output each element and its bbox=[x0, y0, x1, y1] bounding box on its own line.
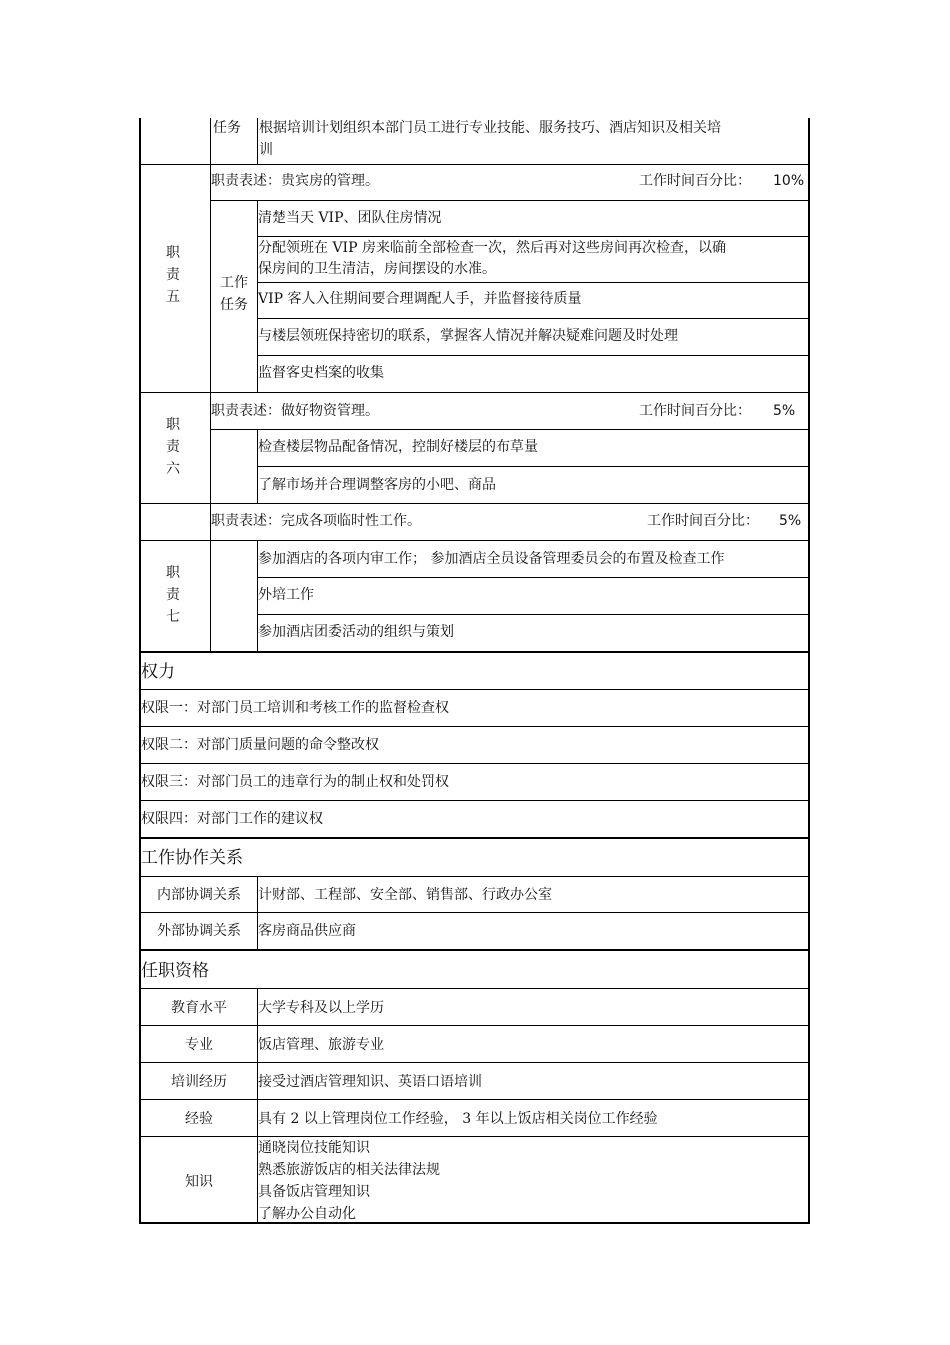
coop-value: 计财部、工程部、安全部、销售部、行政办公室 bbox=[258, 887, 552, 903]
task-item: 保房间的卫生清洁，房间摆设的水准。 bbox=[258, 261, 496, 277]
cooperation-title: 工作协作关系 bbox=[141, 848, 243, 868]
task-item: 参加酒店的各项内审工作； 参加酒店全员设备管理委员会的布置及检查工作 bbox=[258, 551, 725, 567]
table-border-right bbox=[808, 118, 810, 1224]
task-item: 与楼层领班保持密切的联系，掌握客人情况并解决疑难问题及时处理 bbox=[258, 328, 678, 344]
task-item: 监督客史档案的收集 bbox=[258, 365, 384, 381]
row-line bbox=[139, 876, 810, 877]
duty-7-time-value: 5% bbox=[779, 513, 802, 529]
coop-label: 内部协调关系 bbox=[157, 887, 241, 903]
qual-label: 经验 bbox=[185, 1111, 213, 1127]
coop-value: 客房商品供应商 bbox=[258, 923, 356, 939]
row-line bbox=[139, 763, 810, 764]
task-item: 检查楼层物品配备情况，控制好楼层的布草量 bbox=[258, 439, 538, 455]
authority-item: 权限一：对部门员工培训和考核工作的监督检查权 bbox=[141, 700, 449, 716]
duty-5-time-label: 工作时间百分比： bbox=[639, 173, 751, 189]
row-line bbox=[139, 164, 810, 165]
duty-6-time-label: 工作时间百分比： bbox=[639, 403, 751, 419]
qual-value: 饭店管理、旅游专业 bbox=[258, 1037, 384, 1053]
row-line bbox=[139, 503, 810, 504]
row-line bbox=[139, 1025, 810, 1026]
authority-item: 权限三：对部门员工的违章行为的制止权和处罚权 bbox=[141, 774, 449, 790]
task-label: 任务 bbox=[220, 297, 248, 313]
duty-6-statement: 职责表述：做好物资管理。 bbox=[211, 403, 379, 419]
task-label: 任务 bbox=[213, 120, 241, 136]
row-line bbox=[139, 912, 810, 913]
qual-label: 培训经历 bbox=[171, 1074, 227, 1090]
knowledge-item: 具备饭店管理知识 bbox=[258, 1184, 370, 1200]
qual-label: 教育水平 bbox=[171, 1000, 227, 1016]
row-line bbox=[139, 800, 810, 801]
row-line bbox=[139, 689, 810, 690]
qual-label: 专业 bbox=[185, 1037, 213, 1053]
duty-6-label: 职 责 六 bbox=[166, 417, 180, 477]
duty-7-label: 职 责 七 bbox=[166, 565, 180, 625]
row-line bbox=[257, 466, 810, 467]
task-text: 根据培训计划组织本部门员工进行专业技能、服务技巧、酒店知识及相关培 bbox=[259, 120, 721, 136]
qual-value: 接受过酒店管理知识、英语口语培训 bbox=[258, 1074, 482, 1090]
duty-5-label: 职 责 五 bbox=[166, 245, 180, 305]
knowledge-item: 了解办公自动化 bbox=[258, 1206, 356, 1222]
task-label: 工作 bbox=[220, 275, 248, 291]
row-line bbox=[210, 429, 810, 430]
duty-5-time-value: 10% bbox=[773, 173, 805, 189]
duty-5-statement: 职责表述：贵宾房的管理。 bbox=[211, 173, 379, 189]
duty-7-time-label: 工作时间百分比： bbox=[647, 513, 759, 529]
row-line bbox=[139, 726, 810, 727]
duty-7-statement: 职责表述：完成各项临时性工作。 bbox=[211, 513, 421, 529]
authority-item: 权限二：对部门质量问题的命令整改权 bbox=[141, 737, 379, 753]
row-line bbox=[257, 282, 810, 283]
authority-item: 权限四：对部门工作的建议权 bbox=[141, 811, 323, 827]
row-line bbox=[139, 1062, 810, 1063]
section-line bbox=[139, 837, 810, 839]
row-line bbox=[257, 577, 810, 578]
section-line bbox=[139, 949, 810, 951]
col-divider-1 bbox=[210, 118, 211, 652]
task-item: 参加酒店团委活动的组织与策划 bbox=[258, 624, 454, 640]
task-item: 外培工作 bbox=[258, 587, 314, 603]
task-item: 清楚当天 VIP、团队住房情况 bbox=[258, 210, 442, 226]
row-line bbox=[139, 392, 810, 393]
knowledge-item: 通晓岗位技能知识 bbox=[258, 1140, 370, 1156]
qual-value: 具有 2 以上管理岗位工作经验， 3 年以上饭店相关岗位工作经验 bbox=[258, 1111, 658, 1127]
row-line bbox=[139, 540, 810, 541]
authority-title: 权力 bbox=[141, 662, 175, 682]
row-line bbox=[210, 200, 810, 201]
qualification-title: 任职资格 bbox=[141, 961, 209, 981]
row-line bbox=[139, 988, 810, 989]
row-line bbox=[139, 1136, 810, 1137]
row-line bbox=[139, 1099, 810, 1100]
task-item: VIP 客人入住期间要合理调配人手，并监督接待质量 bbox=[258, 291, 582, 307]
section-line bbox=[139, 651, 810, 653]
knowledge-label: 知识 bbox=[185, 1174, 213, 1190]
row-line bbox=[257, 355, 810, 356]
col-divider-2a bbox=[257, 118, 258, 164]
duty-6-time-value: 5% bbox=[773, 403, 796, 419]
row-line bbox=[257, 318, 810, 319]
knowledge-item: 熟悉旅游饭店的相关法律法规 bbox=[258, 1162, 440, 1178]
coop-label: 外部协调关系 bbox=[157, 923, 241, 939]
table-border-bottom bbox=[139, 1222, 810, 1224]
qual-value: 大学专科及以上学历 bbox=[258, 1000, 384, 1016]
task-text: 训 bbox=[259, 142, 273, 158]
task-item: 了解市场并合理调整客房的小吧、商品 bbox=[258, 477, 496, 493]
task-item: 分配领班在 VIP 房来临前全部检查一次，然后再对这些房间再次检查，以确 bbox=[258, 240, 726, 256]
row-line bbox=[257, 614, 810, 615]
